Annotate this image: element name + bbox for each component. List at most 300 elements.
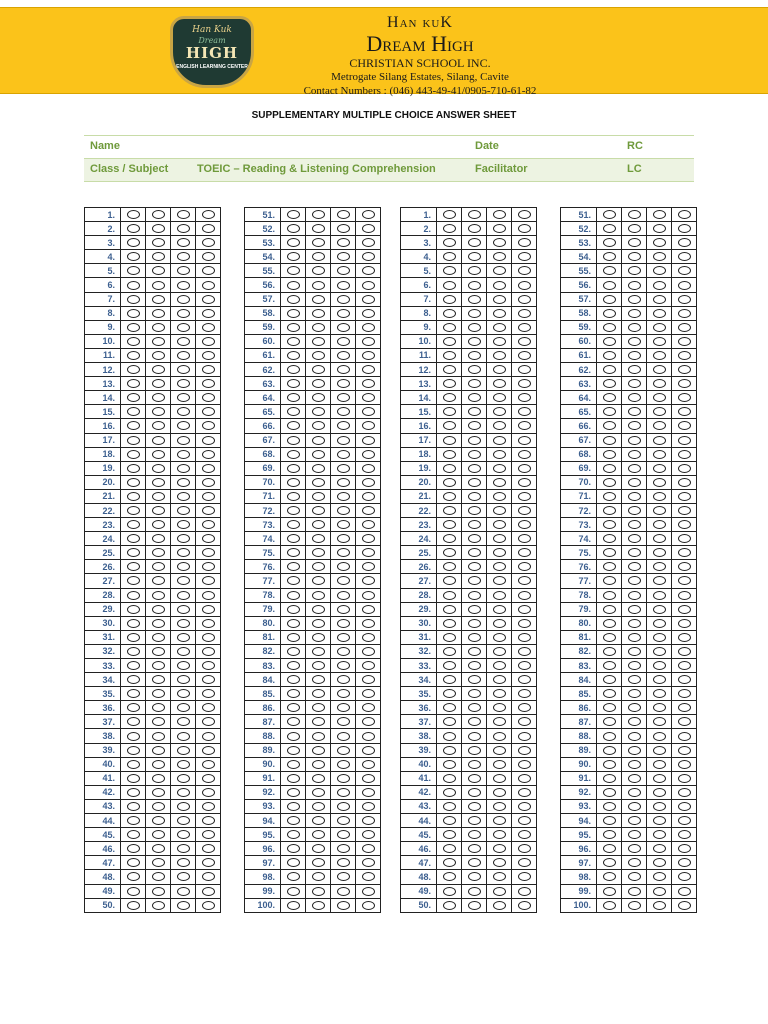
answer-choice[interactable] xyxy=(196,475,221,489)
answer-bubble[interactable] xyxy=(468,464,481,473)
answer-bubble[interactable] xyxy=(628,238,641,247)
answer-bubble[interactable] xyxy=(518,436,531,445)
answer-choice[interactable] xyxy=(512,757,537,771)
answer-choice[interactable] xyxy=(281,377,306,391)
answer-bubble[interactable] xyxy=(678,238,691,247)
answer-choice[interactable] xyxy=(121,447,146,461)
answer-choice[interactable] xyxy=(462,292,487,306)
answer-choice[interactable] xyxy=(512,292,537,306)
answer-bubble[interactable] xyxy=(202,478,215,487)
answer-bubble[interactable] xyxy=(493,436,506,445)
answer-choice[interactable] xyxy=(647,630,672,644)
answer-choice[interactable] xyxy=(196,884,221,898)
answer-choice[interactable] xyxy=(647,884,672,898)
answer-bubble[interactable] xyxy=(127,464,140,473)
answer-choice[interactable] xyxy=(512,701,537,715)
answer-bubble[interactable] xyxy=(518,421,531,430)
answer-bubble[interactable] xyxy=(202,365,215,374)
answer-bubble[interactable] xyxy=(152,309,165,318)
answer-bubble[interactable] xyxy=(628,591,641,600)
answer-bubble[interactable] xyxy=(202,844,215,853)
answer-choice[interactable] xyxy=(146,659,171,673)
answer-bubble[interactable] xyxy=(312,548,325,557)
answer-bubble[interactable] xyxy=(628,224,641,233)
answer-bubble[interactable] xyxy=(287,661,300,670)
answer-bubble[interactable] xyxy=(127,816,140,825)
answer-choice[interactable] xyxy=(121,264,146,278)
answer-choice[interactable] xyxy=(487,588,512,602)
answer-bubble[interactable] xyxy=(287,887,300,896)
answer-choice[interactable] xyxy=(171,292,196,306)
answer-choice[interactable] xyxy=(437,461,462,475)
answer-bubble[interactable] xyxy=(287,844,300,853)
answer-bubble[interactable] xyxy=(628,689,641,698)
answer-bubble[interactable] xyxy=(518,844,531,853)
answer-bubble[interactable] xyxy=(202,774,215,783)
answer-choice[interactable] xyxy=(121,236,146,250)
answer-choice[interactable] xyxy=(462,264,487,278)
answer-bubble[interactable] xyxy=(177,520,190,529)
answer-bubble[interactable] xyxy=(628,633,641,642)
answer-choice[interactable] xyxy=(597,616,622,630)
answer-choice[interactable] xyxy=(672,377,697,391)
answer-bubble[interactable] xyxy=(152,844,165,853)
answer-choice[interactable] xyxy=(331,602,356,616)
answer-choice[interactable] xyxy=(306,588,331,602)
answer-choice[interactable] xyxy=(437,630,462,644)
answer-bubble[interactable] xyxy=(287,689,300,698)
answer-choice[interactable] xyxy=(462,546,487,560)
answer-bubble[interactable] xyxy=(362,562,375,571)
answer-choice[interactable] xyxy=(331,616,356,630)
answer-bubble[interactable] xyxy=(653,365,666,374)
answer-choice[interactable] xyxy=(121,560,146,574)
answer-bubble[interactable] xyxy=(653,746,666,755)
answer-bubble[interactable] xyxy=(518,295,531,304)
answer-choice[interactable] xyxy=(597,461,622,475)
answer-bubble[interactable] xyxy=(518,830,531,839)
answer-bubble[interactable] xyxy=(337,830,350,839)
answer-bubble[interactable] xyxy=(362,661,375,670)
answer-choice[interactable] xyxy=(281,334,306,348)
answer-bubble[interactable] xyxy=(312,872,325,881)
answer-bubble[interactable] xyxy=(443,591,456,600)
answer-choice[interactable] xyxy=(171,729,196,743)
answer-choice[interactable] xyxy=(281,785,306,799)
answer-bubble[interactable] xyxy=(127,605,140,614)
answer-bubble[interactable] xyxy=(362,774,375,783)
answer-choice[interactable] xyxy=(171,673,196,687)
answer-choice[interactable] xyxy=(672,828,697,842)
answer-bubble[interactable] xyxy=(628,252,641,261)
answer-bubble[interactable] xyxy=(678,802,691,811)
answer-choice[interactable] xyxy=(146,574,171,588)
answer-bubble[interactable] xyxy=(518,647,531,656)
answer-choice[interactable] xyxy=(356,560,381,574)
answer-bubble[interactable] xyxy=(678,520,691,529)
answer-bubble[interactable] xyxy=(127,210,140,219)
answer-bubble[interactable] xyxy=(603,436,616,445)
answer-bubble[interactable] xyxy=(177,323,190,332)
answer-bubble[interactable] xyxy=(493,323,506,332)
answer-bubble[interactable] xyxy=(312,520,325,529)
answer-choice[interactable] xyxy=(281,208,306,222)
answer-choice[interactable] xyxy=(121,588,146,602)
answer-choice[interactable] xyxy=(196,489,221,503)
answer-bubble[interactable] xyxy=(603,717,616,726)
answer-choice[interactable] xyxy=(306,574,331,588)
answer-choice[interactable] xyxy=(146,644,171,658)
answer-choice[interactable] xyxy=(622,588,647,602)
answer-bubble[interactable] xyxy=(177,365,190,374)
answer-bubble[interactable] xyxy=(678,323,691,332)
answer-bubble[interactable] xyxy=(678,816,691,825)
answer-choice[interactable] xyxy=(672,757,697,771)
answer-choice[interactable] xyxy=(171,659,196,673)
answer-bubble[interactable] xyxy=(312,576,325,585)
answer-choice[interactable] xyxy=(121,602,146,616)
answer-bubble[interactable] xyxy=(312,732,325,741)
answer-bubble[interactable] xyxy=(177,844,190,853)
answer-choice[interactable] xyxy=(462,715,487,729)
answer-choice[interactable] xyxy=(121,433,146,447)
answer-choice[interactable] xyxy=(597,757,622,771)
answer-bubble[interactable] xyxy=(493,844,506,853)
answer-choice[interactable] xyxy=(512,630,537,644)
answer-choice[interactable] xyxy=(462,659,487,673)
answer-choice[interactable] xyxy=(356,870,381,884)
answer-bubble[interactable] xyxy=(287,379,300,388)
answer-choice[interactable] xyxy=(437,644,462,658)
answer-bubble[interactable] xyxy=(603,562,616,571)
answer-choice[interactable] xyxy=(512,518,537,532)
answer-bubble[interactable] xyxy=(337,450,350,459)
answer-choice[interactable] xyxy=(487,461,512,475)
answer-choice[interactable] xyxy=(356,306,381,320)
answer-choice[interactable] xyxy=(331,687,356,701)
answer-choice[interactable] xyxy=(121,419,146,433)
answer-bubble[interactable] xyxy=(202,816,215,825)
answer-bubble[interactable] xyxy=(493,633,506,642)
answer-bubble[interactable] xyxy=(603,746,616,755)
answer-choice[interactable] xyxy=(356,377,381,391)
answer-choice[interactable] xyxy=(487,419,512,433)
answer-bubble[interactable] xyxy=(603,506,616,515)
answer-bubble[interactable] xyxy=(678,689,691,698)
answer-bubble[interactable] xyxy=(443,732,456,741)
answer-choice[interactable] xyxy=(356,701,381,715)
answer-choice[interactable] xyxy=(647,278,672,292)
answer-choice[interactable] xyxy=(437,503,462,517)
answer-choice[interactable] xyxy=(331,518,356,532)
answer-choice[interactable] xyxy=(512,715,537,729)
answer-choice[interactable] xyxy=(672,687,697,701)
answer-choice[interactable] xyxy=(146,757,171,771)
answer-choice[interactable] xyxy=(196,348,221,362)
answer-bubble[interactable] xyxy=(493,788,506,797)
answer-choice[interactable] xyxy=(672,814,697,828)
answer-bubble[interactable] xyxy=(312,393,325,402)
answer-bubble[interactable] xyxy=(603,520,616,529)
answer-choice[interactable] xyxy=(281,630,306,644)
answer-choice[interactable] xyxy=(437,208,462,222)
answer-bubble[interactable] xyxy=(678,534,691,543)
answer-choice[interactable] xyxy=(331,461,356,475)
answer-bubble[interactable] xyxy=(468,520,481,529)
answer-choice[interactable] xyxy=(622,320,647,334)
answer-bubble[interactable] xyxy=(468,337,481,346)
answer-choice[interactable] xyxy=(146,715,171,729)
answer-bubble[interactable] xyxy=(177,309,190,318)
answer-choice[interactable] xyxy=(121,292,146,306)
answer-bubble[interactable] xyxy=(678,506,691,515)
answer-choice[interactable] xyxy=(146,405,171,419)
answer-bubble[interactable] xyxy=(177,760,190,769)
answer-choice[interactable] xyxy=(196,757,221,771)
answer-bubble[interactable] xyxy=(362,436,375,445)
answer-bubble[interactable] xyxy=(337,281,350,290)
answer-choice[interactable] xyxy=(672,278,697,292)
answer-bubble[interactable] xyxy=(468,351,481,360)
answer-choice[interactable] xyxy=(622,391,647,405)
answer-choice[interactable] xyxy=(196,715,221,729)
answer-bubble[interactable] xyxy=(443,619,456,628)
answer-choice[interactable] xyxy=(281,856,306,870)
answer-bubble[interactable] xyxy=(678,351,691,360)
answer-choice[interactable] xyxy=(281,828,306,842)
answer-bubble[interactable] xyxy=(287,407,300,416)
answer-choice[interactable] xyxy=(281,701,306,715)
answer-bubble[interactable] xyxy=(678,675,691,684)
answer-bubble[interactable] xyxy=(468,323,481,332)
answer-bubble[interactable] xyxy=(443,872,456,881)
answer-choice[interactable] xyxy=(171,602,196,616)
answer-bubble[interactable] xyxy=(518,774,531,783)
answer-choice[interactable] xyxy=(437,814,462,828)
answer-choice[interactable] xyxy=(512,475,537,489)
answer-choice[interactable] xyxy=(196,898,221,912)
answer-choice[interactable] xyxy=(487,518,512,532)
answer-choice[interactable] xyxy=(331,630,356,644)
answer-choice[interactable] xyxy=(121,461,146,475)
answer-bubble[interactable] xyxy=(177,830,190,839)
answer-bubble[interactable] xyxy=(443,520,456,529)
answer-choice[interactable] xyxy=(356,814,381,828)
answer-bubble[interactable] xyxy=(152,633,165,642)
answer-choice[interactable] xyxy=(647,856,672,870)
answer-choice[interactable] xyxy=(462,278,487,292)
answer-bubble[interactable] xyxy=(468,802,481,811)
answer-bubble[interactable] xyxy=(362,689,375,698)
answer-bubble[interactable] xyxy=(493,830,506,839)
answer-bubble[interactable] xyxy=(312,436,325,445)
answer-choice[interactable] xyxy=(597,306,622,320)
answer-bubble[interactable] xyxy=(177,379,190,388)
answer-choice[interactable] xyxy=(647,475,672,489)
answer-bubble[interactable] xyxy=(678,788,691,797)
answer-bubble[interactable] xyxy=(337,816,350,825)
answer-bubble[interactable] xyxy=(362,421,375,430)
answer-bubble[interactable] xyxy=(443,689,456,698)
answer-bubble[interactable] xyxy=(443,858,456,867)
answer-bubble[interactable] xyxy=(653,295,666,304)
answer-bubble[interactable] xyxy=(362,506,375,515)
answer-choice[interactable] xyxy=(356,363,381,377)
answer-bubble[interactable] xyxy=(518,337,531,346)
answer-choice[interactable] xyxy=(622,715,647,729)
answer-choice[interactable] xyxy=(281,673,306,687)
answer-choice[interactable] xyxy=(306,377,331,391)
answer-choice[interactable] xyxy=(622,602,647,616)
answer-bubble[interactable] xyxy=(177,393,190,402)
answer-bubble[interactable] xyxy=(312,591,325,600)
answer-choice[interactable] xyxy=(146,687,171,701)
answer-bubble[interactable] xyxy=(518,872,531,881)
answer-choice[interactable] xyxy=(647,363,672,377)
answer-choice[interactable] xyxy=(647,391,672,405)
answer-bubble[interactable] xyxy=(362,788,375,797)
answer-bubble[interactable] xyxy=(337,295,350,304)
answer-bubble[interactable] xyxy=(468,492,481,501)
answer-bubble[interactable] xyxy=(603,591,616,600)
answer-bubble[interactable] xyxy=(362,309,375,318)
answer-bubble[interactable] xyxy=(603,450,616,459)
answer-choice[interactable] xyxy=(597,405,622,419)
answer-choice[interactable] xyxy=(437,828,462,842)
answer-bubble[interactable] xyxy=(312,337,325,346)
answer-bubble[interactable] xyxy=(337,534,350,543)
answer-bubble[interactable] xyxy=(678,266,691,275)
answer-choice[interactable] xyxy=(672,489,697,503)
answer-choice[interactable] xyxy=(622,475,647,489)
answer-bubble[interactable] xyxy=(177,788,190,797)
answer-bubble[interactable] xyxy=(443,844,456,853)
answer-bubble[interactable] xyxy=(152,492,165,501)
answer-choice[interactable] xyxy=(597,814,622,828)
answer-bubble[interactable] xyxy=(152,619,165,628)
answer-choice[interactable] xyxy=(356,532,381,546)
answer-bubble[interactable] xyxy=(493,421,506,430)
answer-choice[interactable] xyxy=(331,814,356,828)
answer-choice[interactable] xyxy=(487,771,512,785)
answer-bubble[interactable] xyxy=(202,323,215,332)
answer-bubble[interactable] xyxy=(337,774,350,783)
answer-choice[interactable] xyxy=(146,250,171,264)
answer-bubble[interactable] xyxy=(468,436,481,445)
answer-choice[interactable] xyxy=(306,461,331,475)
answer-choice[interactable] xyxy=(597,574,622,588)
answer-choice[interactable] xyxy=(597,222,622,236)
answer-bubble[interactable] xyxy=(653,605,666,614)
answer-choice[interactable] xyxy=(306,673,331,687)
answer-choice[interactable] xyxy=(462,532,487,546)
answer-bubble[interactable] xyxy=(518,661,531,670)
answer-bubble[interactable] xyxy=(312,534,325,543)
answer-bubble[interactable] xyxy=(493,351,506,360)
answer-choice[interactable] xyxy=(306,363,331,377)
answer-choice[interactable] xyxy=(462,320,487,334)
answer-choice[interactable] xyxy=(281,659,306,673)
answer-bubble[interactable] xyxy=(312,717,325,726)
answer-bubble[interactable] xyxy=(337,309,350,318)
answer-bubble[interactable] xyxy=(628,436,641,445)
answer-choice[interactable] xyxy=(462,489,487,503)
answer-choice[interactable] xyxy=(356,475,381,489)
answer-bubble[interactable] xyxy=(653,717,666,726)
answer-choice[interactable] xyxy=(146,489,171,503)
answer-bubble[interactable] xyxy=(493,520,506,529)
answer-choice[interactable] xyxy=(171,588,196,602)
answer-bubble[interactable] xyxy=(653,774,666,783)
answer-bubble[interactable] xyxy=(443,760,456,769)
answer-bubble[interactable] xyxy=(177,647,190,656)
answer-bubble[interactable] xyxy=(653,816,666,825)
answer-bubble[interactable] xyxy=(603,844,616,853)
answer-bubble[interactable] xyxy=(362,732,375,741)
answer-choice[interactable] xyxy=(672,419,697,433)
answer-choice[interactable] xyxy=(146,771,171,785)
answer-choice[interactable] xyxy=(437,278,462,292)
answer-choice[interactable] xyxy=(121,278,146,292)
answer-choice[interactable] xyxy=(146,560,171,574)
answer-choice[interactable] xyxy=(462,616,487,630)
answer-choice[interactable] xyxy=(306,729,331,743)
answer-choice[interactable] xyxy=(487,715,512,729)
answer-choice[interactable] xyxy=(121,687,146,701)
answer-bubble[interactable] xyxy=(518,224,531,233)
answer-choice[interactable] xyxy=(171,447,196,461)
answer-choice[interactable] xyxy=(306,715,331,729)
answer-choice[interactable] xyxy=(437,419,462,433)
answer-bubble[interactable] xyxy=(468,872,481,881)
answer-choice[interactable] xyxy=(487,447,512,461)
answer-choice[interactable] xyxy=(672,729,697,743)
answer-bubble[interactable] xyxy=(518,802,531,811)
answer-bubble[interactable] xyxy=(493,647,506,656)
answer-choice[interactable] xyxy=(171,701,196,715)
answer-bubble[interactable] xyxy=(603,266,616,275)
answer-choice[interactable] xyxy=(196,320,221,334)
answer-bubble[interactable] xyxy=(152,689,165,698)
answer-choice[interactable] xyxy=(672,560,697,574)
answer-bubble[interactable] xyxy=(653,689,666,698)
answer-bubble[interactable] xyxy=(362,464,375,473)
answer-choice[interactable] xyxy=(356,799,381,813)
answer-bubble[interactable] xyxy=(152,675,165,684)
answer-bubble[interactable] xyxy=(337,788,350,797)
answer-bubble[interactable] xyxy=(603,647,616,656)
answer-bubble[interactable] xyxy=(152,661,165,670)
answer-bubble[interactable] xyxy=(518,746,531,755)
answer-choice[interactable] xyxy=(622,743,647,757)
answer-choice[interactable] xyxy=(512,278,537,292)
answer-bubble[interactable] xyxy=(518,266,531,275)
answer-bubble[interactable] xyxy=(152,520,165,529)
answer-choice[interactable] xyxy=(672,673,697,687)
answer-choice[interactable] xyxy=(281,264,306,278)
answer-choice[interactable] xyxy=(281,574,306,588)
answer-bubble[interactable] xyxy=(678,830,691,839)
answer-bubble[interactable] xyxy=(127,562,140,571)
answer-bubble[interactable] xyxy=(127,421,140,430)
answer-bubble[interactable] xyxy=(518,562,531,571)
answer-bubble[interactable] xyxy=(312,295,325,304)
answer-bubble[interactable] xyxy=(518,901,531,910)
answer-bubble[interactable] xyxy=(287,647,300,656)
answer-choice[interactable] xyxy=(437,757,462,771)
answer-choice[interactable] xyxy=(597,391,622,405)
answer-bubble[interactable] xyxy=(468,224,481,233)
